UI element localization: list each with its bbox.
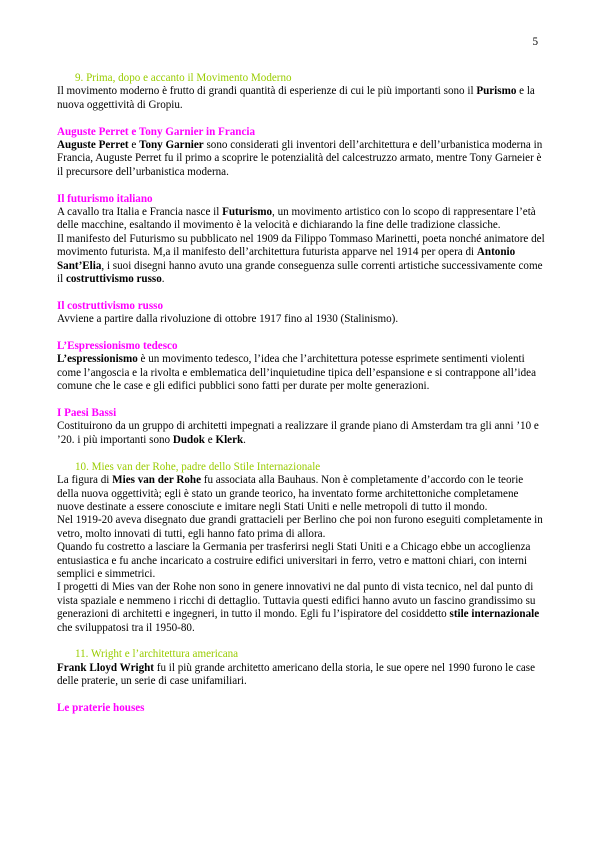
paragraph-movimento-moderno [57, 85, 547, 112]
subheading-perret-garnier: Auguste Perret e Tony Garnier in Francia [57, 125, 256, 138]
bold-term: costruttivismo russo [65, 273, 162, 286]
bold-term: Tony Garnier [139, 139, 204, 152]
paragraph-costruttivismo: Avviene a partire dalla rivoluzione di ottobre 1917 fino al 1930 (Stalinismo). [57, 313, 399, 326]
paragraph-mies-1 [57, 474, 547, 514]
text-run: fu il più grande architetto americano della storia, le sue opere nel 1990 furono le case delle praterie, un serie di case unifamiliari. [57, 661, 536, 688]
paragraph-espressionismo [57, 353, 547, 393]
text-run: , un movimento artistico con lo scopo di rappresentare l’età delle macchine, esaltando il movimento è la velocità e dichiarando la fine delle tradizione classiche. [57, 206, 536, 232]
text-run: fu associata alla Bauhaus. Non è completamente d’accordo con le teorie della nuova oggettività; egli è stato un grande teorico, ha inventato forme architettoniche completamene nuove destinate a essere conosciute e imitare negli Stati Uniti e nelle metropoli di tutto il mondo. [57, 474, 524, 513]
paragraph-paesi-bassi [57, 420, 547, 447]
text-run: , i suoi disegni hanno avuto una grande conseguenza sulle correnti artistiche successivamente come il [57, 259, 543, 286]
bold-term: Auguste Perret [57, 139, 129, 152]
paragraph-mies-4 [57, 581, 547, 635]
text-run: La figura di [57, 474, 113, 487]
subheading-futurismo: Il futurismo italiano [57, 192, 153, 205]
bold-term: L’espressionismo [57, 353, 138, 366]
bold-term: Antonio Sant’Elia [57, 246, 516, 272]
subheading-praterie: Le praterie houses [57, 701, 145, 714]
text-run: e la nuova oggettività di Gropiu. [57, 85, 535, 111]
bold-term: Futurismo [222, 206, 273, 219]
text-run: . [243, 433, 246, 446]
text-run: . [161, 273, 165, 286]
text-run: è un movimento tedesco, l’idea che l’architettura potesse esprimete sentimenti violenti come l’angoscia e la rivolta e emblematica dell’inquietudine tipica dell’espansione e si contrappone all’idea comune che le case e gli edifici pubblici sono fatti per durate per molte generazioni. [57, 353, 536, 393]
subheading-espressionismo: L’Espressionismo tedesco [57, 340, 178, 353]
text-run: sono considerati gli inventori dell’architettura e dell’urbanistica moderna in Francia, Auguste Perret fu il primo a scoprire le potenzialità del calcestruzzo armato, mentre Tony Garneier è il precursore dell’urbanistica moderna. [57, 139, 543, 178]
paragraph-futurismo-1 [57, 206, 547, 233]
paragraph-wright [57, 662, 547, 689]
bold-term: Frank Lloyd Wright [57, 661, 154, 674]
text-run: che sviluppatosi tra il 1950-80. [57, 621, 195, 634]
section-heading-10: 10. Mies van der Rohe, padre dello Stile Internazionale [75, 460, 321, 473]
bold-term: Purismo [476, 85, 517, 98]
page-content [57, 72, 547, 715]
text-run: e [128, 139, 140, 152]
text-run: A cavallo tra Italia e Francia nasce il [57, 206, 223, 219]
paragraph-futurismo-2 [57, 233, 547, 287]
text-run: Il movimento moderno è frutto di grandi quantità di esperienze di cui le più importanti sono il [57, 85, 477, 98]
paragraph-perret-garnier [57, 139, 547, 179]
text-run: Costituirono da un gruppo di architetti impegnati a realizzare il grande piano di Amsterdam tra gli anni ’10 e ’20. i più importanti sono [57, 420, 539, 446]
section-heading-11: 11. Wright e l’architettura americana [75, 648, 239, 661]
bold-term: stile internazionale [449, 608, 540, 621]
subheading-costruttivismo: Il costruttivismo russo [57, 299, 164, 312]
bold-term: Mies van der Rohe [112, 474, 201, 487]
text-run: I progetti di Mies van der Rohe non sono in genere innovativi ne dal punto di vista tecnico, nel dal punto di vista spaziale e nemmeno i ricchi di dettaglio. Tuttavia questi edifici hanno avuto un fascino grandissimo su generazioni di architetti e ingegneri, in tutto il mondo. Egli fu l’ispiratore del cosiddetto [57, 581, 536, 621]
text-run: Il manifesto del Futurismo su pubblicato nel 1909 da Filippo Tommaso Marinetti, poeta nonché animatore del movimento futurista. M,a il manifesto dell’architettura futurista apparve nel 1914 per opera di [57, 232, 545, 259]
paragraph-mies-2: Nel 1919-20 aveva disegnato due grandi grattacieli per Berlino che poi non furono eseguiti completamente in vetro, molto innovati di tutti, egli hanno fato prima di allora. [57, 514, 543, 540]
bold-term: Klerk [215, 433, 244, 446]
bold-term: Dudok [172, 433, 205, 446]
paragraph-mies-3: Quando fu costretto a lasciare la Germania per trasferirsi negli Stati Uniti e a Chicago ebbe un accoglienza entusiastica e fu anche incaricato a costruire edifici universitari in ferro, vetro e mattoni chiari, con interni semplici e simmetrici. [57, 541, 531, 580]
page-number: 5 [532, 36, 538, 48]
section-heading-9: 9. Prima, dopo e accanto il Movimento Moderno [75, 72, 292, 84]
text-run: e [204, 433, 216, 446]
subheading-paesi-bassi: I Paesi Bassi [57, 407, 117, 420]
